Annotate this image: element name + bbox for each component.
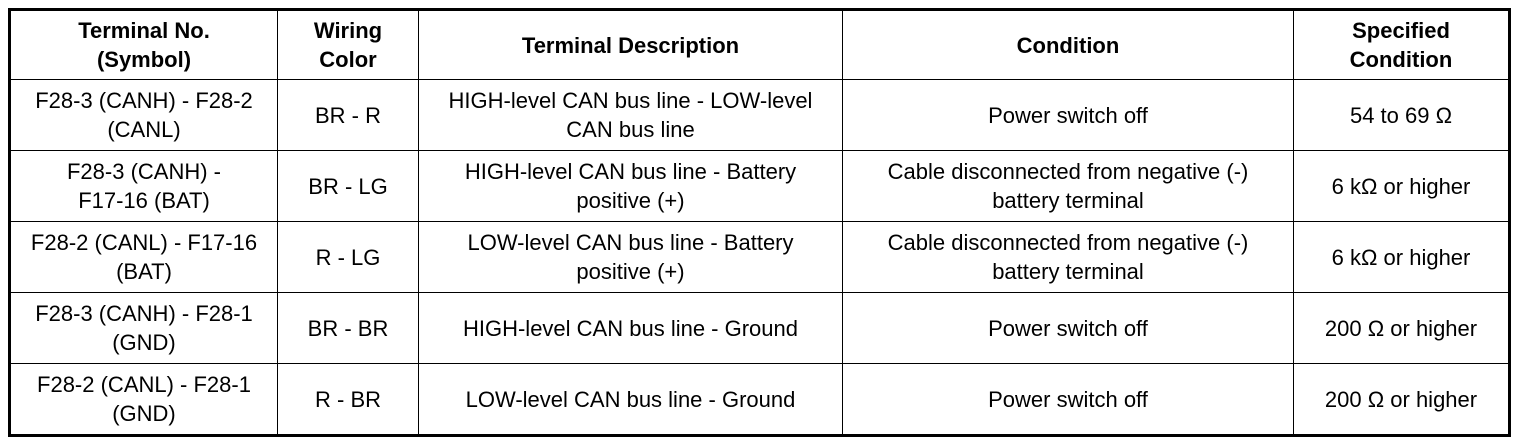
cell-wiring-color: BR - R: [278, 80, 419, 151]
cell-terminal: F28-3 (CANH) - F28-2 (CANL): [10, 80, 278, 151]
cell-terminal: F28-3 (CANH) - F17-16 (BAT): [10, 151, 278, 222]
cell-description: HIGH-level CAN bus line - LOW-level CAN bus line: [419, 80, 843, 151]
cell-condition: Power switch off: [843, 364, 1294, 436]
cell-wiring-color: R - LG: [278, 222, 419, 293]
header-specified-condition: Specified Condition: [1294, 10, 1510, 80]
cell-wiring-color: BR - LG: [278, 151, 419, 222]
cell-terminal: F28-3 (CANH) - F28-1 (GND): [10, 293, 278, 364]
cell-condition: Power switch off: [843, 293, 1294, 364]
cell-condition: Cable disconnected from negative (-) battery terminal: [843, 151, 1294, 222]
header-condition: Condition: [843, 10, 1294, 80]
table-row: [10, 80, 1510, 151]
cell-description: LOW-level CAN bus line - Battery positive (+): [419, 222, 843, 293]
cell-specified-condition: 6 kΩ or higher: [1294, 222, 1510, 293]
cell-terminal: F28-2 (CANL) - F28-1 (GND): [10, 364, 278, 436]
cell-condition: Power switch off: [843, 80, 1294, 151]
header-terminal-description: Terminal Description: [419, 10, 843, 80]
cell-condition: Cable disconnected from negative (-) battery terminal: [843, 222, 1294, 293]
cell-specified-condition: 200 Ω or higher: [1294, 293, 1510, 364]
cell-description: HIGH-level CAN bus line - Ground: [419, 293, 843, 364]
header-wiring-color: Wiring Color: [278, 10, 419, 80]
cell-specified-condition: 54 to 69 Ω: [1294, 80, 1510, 151]
table-header-row: [10, 10, 1510, 80]
cell-description: HIGH-level CAN bus line - Battery positive (+): [419, 151, 843, 222]
table-row: [10, 151, 1510, 222]
header-terminal-no: Terminal No. (Symbol): [10, 10, 278, 80]
cell-specified-condition: 6 kΩ or higher: [1294, 151, 1510, 222]
cell-specified-condition: 200 Ω or higher: [1294, 364, 1510, 436]
specification-table-container: [8, 8, 1511, 437]
cell-wiring-color: BR - BR: [278, 293, 419, 364]
cell-wiring-color: R - BR: [278, 364, 419, 436]
cell-description: LOW-level CAN bus line - Ground: [419, 364, 843, 436]
table-row: [10, 364, 1510, 436]
table-row: [10, 222, 1510, 293]
cell-terminal: F28-2 (CANL) - F17-16 (BAT): [10, 222, 278, 293]
table-row: [10, 293, 1510, 364]
specification-table: [8, 8, 1511, 437]
